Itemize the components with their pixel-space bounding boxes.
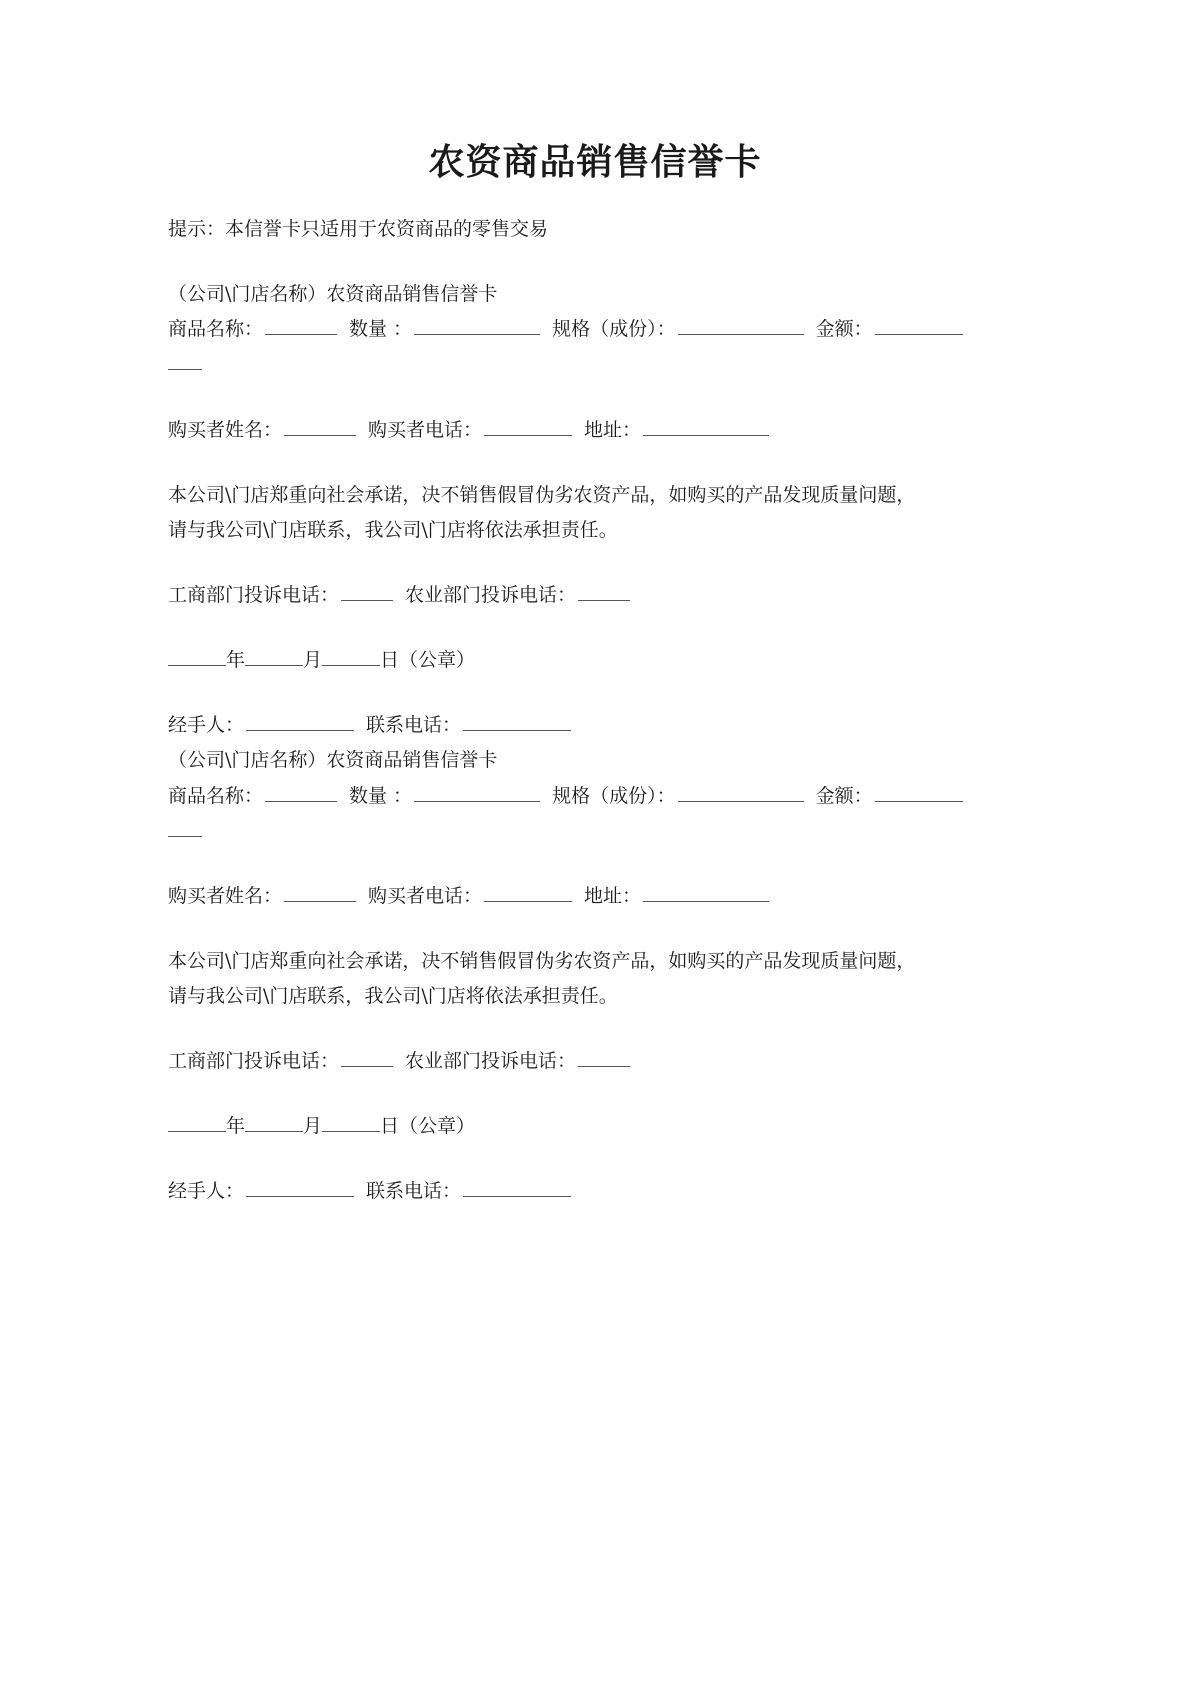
- buyer-fields-row-1: [168, 413, 1022, 448]
- promise-paragraph-line1-2: 本公司\门店郑重向社会承诺，决不销售假冒伪劣农资产品，如购买的产品发现质量问题，: [168, 949, 916, 972]
- day-input-2[interactable]: [322, 1111, 380, 1132]
- promise-paragraph-line2-2: 请与我公司\门店联系，我公司\门店将依法承担责任。: [168, 985, 618, 1008]
- month-input-2[interactable]: [245, 1111, 303, 1132]
- buyer-name-label-2: 购买者姓名：: [168, 884, 283, 907]
- handler-label-2: 经手人：: [168, 1180, 245, 1203]
- contact-phone-input-2[interactable]: [463, 1177, 571, 1198]
- spec-input-2[interactable]: [678, 781, 804, 802]
- day-label-1: 日（公章）: [380, 649, 476, 672]
- commerce-complaint-input-2[interactable]: [341, 1046, 393, 1067]
- year-label-1: 年: [226, 649, 246, 672]
- buyer-phone-input-1[interactable]: [484, 415, 572, 436]
- spec-label-2: 规格（成份）：: [552, 784, 676, 807]
- credit-card-section-2: [168, 743, 1022, 1209]
- address-input-2[interactable]: [643, 881, 769, 902]
- address-input-1[interactable]: [643, 415, 769, 436]
- quantity-input-2[interactable]: [414, 781, 540, 802]
- day-input-1[interactable]: [322, 645, 380, 666]
- buyer-phone-label-2: 购买者电话：: [368, 884, 483, 907]
- product-name-label-1: 商品名称：: [168, 318, 264, 341]
- handler-input-1[interactable]: [246, 710, 354, 731]
- handler-input-2[interactable]: [246, 1177, 354, 1198]
- agri-complaint-label-1: 农业部门投诉电话：: [405, 583, 577, 606]
- product-name-input-1[interactable]: [265, 314, 337, 335]
- month-input-1[interactable]: [245, 645, 303, 666]
- commerce-complaint-input-1[interactable]: [341, 580, 393, 601]
- commerce-complaint-label-1: 工商部门投诉电话：: [168, 583, 340, 606]
- product-name-input-2[interactable]: [265, 781, 337, 802]
- usage-note: 提示：本信誉卡只适用于农资商品的零售交易: [168, 218, 549, 240]
- buyer-name-input-1[interactable]: [284, 415, 356, 436]
- buyer-phone-label-1: 购买者电话：: [368, 418, 483, 441]
- promise-paragraph-line1-1: 本公司\门店郑重向社会承诺，决不销售假冒伪劣农资产品，如购买的产品发现质量问题，: [168, 483, 916, 506]
- contact-phone-input-1[interactable]: [463, 710, 571, 731]
- address-label-1: 地址：: [584, 418, 642, 441]
- day-label-2: 日（公章）: [380, 1115, 476, 1138]
- contact-phone-label-1: 联系电话：: [366, 714, 462, 737]
- amount-label-1: 金额：: [815, 318, 873, 341]
- buyer-phone-input-2[interactable]: [484, 881, 572, 902]
- complaint-phones-row-2: [168, 1044, 1022, 1079]
- promise-paragraph-line2-1: 请与我公司\门店联系，我公司\门店将依法承担责任。: [168, 518, 618, 541]
- buyer-name-label-1: 购买者姓名：: [168, 418, 283, 441]
- buyer-fields-row-2: [168, 879, 1022, 914]
- address-label-2: 地址：: [584, 884, 642, 907]
- month-label-2: 月: [303, 1115, 323, 1138]
- agri-complaint-label-2: 农业部门投诉电话：: [405, 1050, 577, 1073]
- agri-complaint-input-2[interactable]: [578, 1046, 630, 1067]
- year-input-1[interactable]: [168, 645, 226, 666]
- date-row-1: [168, 643, 1022, 678]
- amount-input-continuation-2[interactable]: [168, 816, 202, 837]
- commerce-complaint-label-2: 工商部门投诉电话：: [168, 1050, 340, 1073]
- year-input-2[interactable]: [168, 1111, 226, 1132]
- contact-phone-label-2: 联系电话：: [366, 1180, 462, 1203]
- month-label-1: 月: [303, 649, 323, 672]
- agri-complaint-input-1[interactable]: [578, 580, 630, 601]
- handler-row-1: [168, 708, 1022, 743]
- buyer-name-input-2[interactable]: [284, 881, 356, 902]
- year-label-2: 年: [226, 1115, 246, 1138]
- amount-input-1[interactable]: [875, 314, 963, 335]
- complaint-phones-row-1: [168, 578, 1022, 613]
- handler-label-1: 经手人：: [168, 714, 245, 737]
- amount-wrap-rule-2: [168, 814, 1022, 849]
- amount-input-2[interactable]: [875, 781, 963, 802]
- quantity-label-1: 数量 ：: [349, 318, 413, 341]
- product-fields-row-2: [168, 779, 1022, 814]
- spec-input-1[interactable]: [678, 314, 804, 335]
- spec-label-1: 规格（成份）：: [552, 318, 676, 341]
- quantity-input-1[interactable]: [414, 314, 540, 335]
- product-fields-row-1: [168, 312, 1022, 347]
- date-row-2: [168, 1109, 1022, 1144]
- amount-wrap-rule-1: [168, 347, 1022, 382]
- handler-row-2: [168, 1174, 1022, 1209]
- product-name-label-2: 商品名称：: [168, 784, 264, 807]
- amount-input-continuation-1[interactable]: [168, 349, 202, 370]
- page-title: 农资商品销售信誉卡: [428, 141, 762, 183]
- credit-card-section-1: [168, 277, 1022, 743]
- amount-label-2: 金额：: [815, 784, 873, 807]
- card-heading-2: （公司\门店名称）农资商品销售信誉卡: [168, 749, 498, 772]
- card-heading-1: （公司\门店名称）农资商品销售信誉卡: [168, 283, 498, 306]
- quantity-label-2: 数量 ：: [349, 784, 413, 807]
